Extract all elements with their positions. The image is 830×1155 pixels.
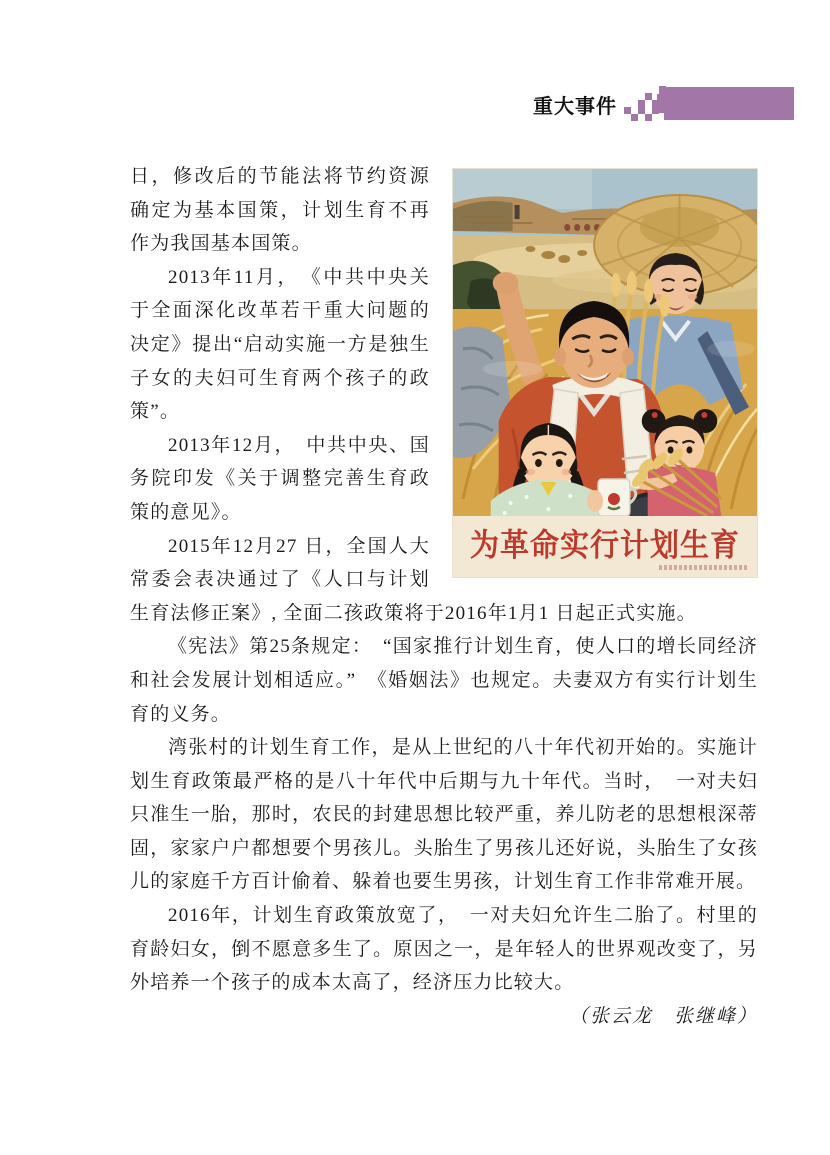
article-body (130, 160, 758, 1033)
header-accent-bar (664, 87, 794, 120)
page-header-title: 重大事件 (533, 96, 617, 118)
poster-slogan-text: 为革命实行计划生育 (469, 528, 740, 563)
byline: （张云龙 张继峰） (568, 1005, 758, 1027)
poster-small-print (659, 565, 747, 570)
paragraph: 湾张村的计划生育工作，是从上世纪的八十年代初开始的。实施计划生育政策最严格的是八十年代中后期与九十年代。当时， 一对夫妇只准生一胎，那时，农民的封建思想比较严重，养儿防老的思想根深蒂固，家家户户都想要个男孩儿。头胎生了男孩儿还好说，头胎生了女孩儿的家庭千方百计偷着、躲着也要生男孩，计划生育工作非常难开展。 (130, 737, 758, 893)
paragraph: 2016年，计划生育政策放宽了， 一对夫妇允许生二胎了。村里的育龄妇女，倒不愿意多生了。原因之一，是年轻人的世界观改变了，另外培养一个孩子的成本太高了，经济压力比较大。 (130, 905, 758, 994)
paragraph: 2015年12月27 日，全国人大常委会表决通过了《人口与计划生育法修正案》, 全面二孩政策将于2016年1月1 日起正式实施。 (130, 535, 697, 624)
paragraph: 《宪法》第25条规定： “国家推行计划生育，使人口的增长同经济和社会发展计划相适应。” 《婚姻法》也规定。夫妻双方有实行计划生育的义务。 (130, 636, 758, 725)
paragraph: 2013年12月， 中共中央、国务院印发《关于调整完善生育政策的意见》。 (130, 434, 430, 523)
paragraph: 2013年11月， 《中共中央关于全面深化改革若干重大问题的决定》提出“启动实施一方是独生子女的夫妇可生育两个孩子的政策”。 (130, 266, 430, 423)
poster-illustration (453, 169, 757, 516)
poster-slogan-band (453, 516, 757, 577)
poster-figure (452, 168, 758, 578)
paragraph: 日，修改后的节能法将节约资源确定为基本国策，计划生育不再作为我国基本国策。 (130, 166, 430, 255)
